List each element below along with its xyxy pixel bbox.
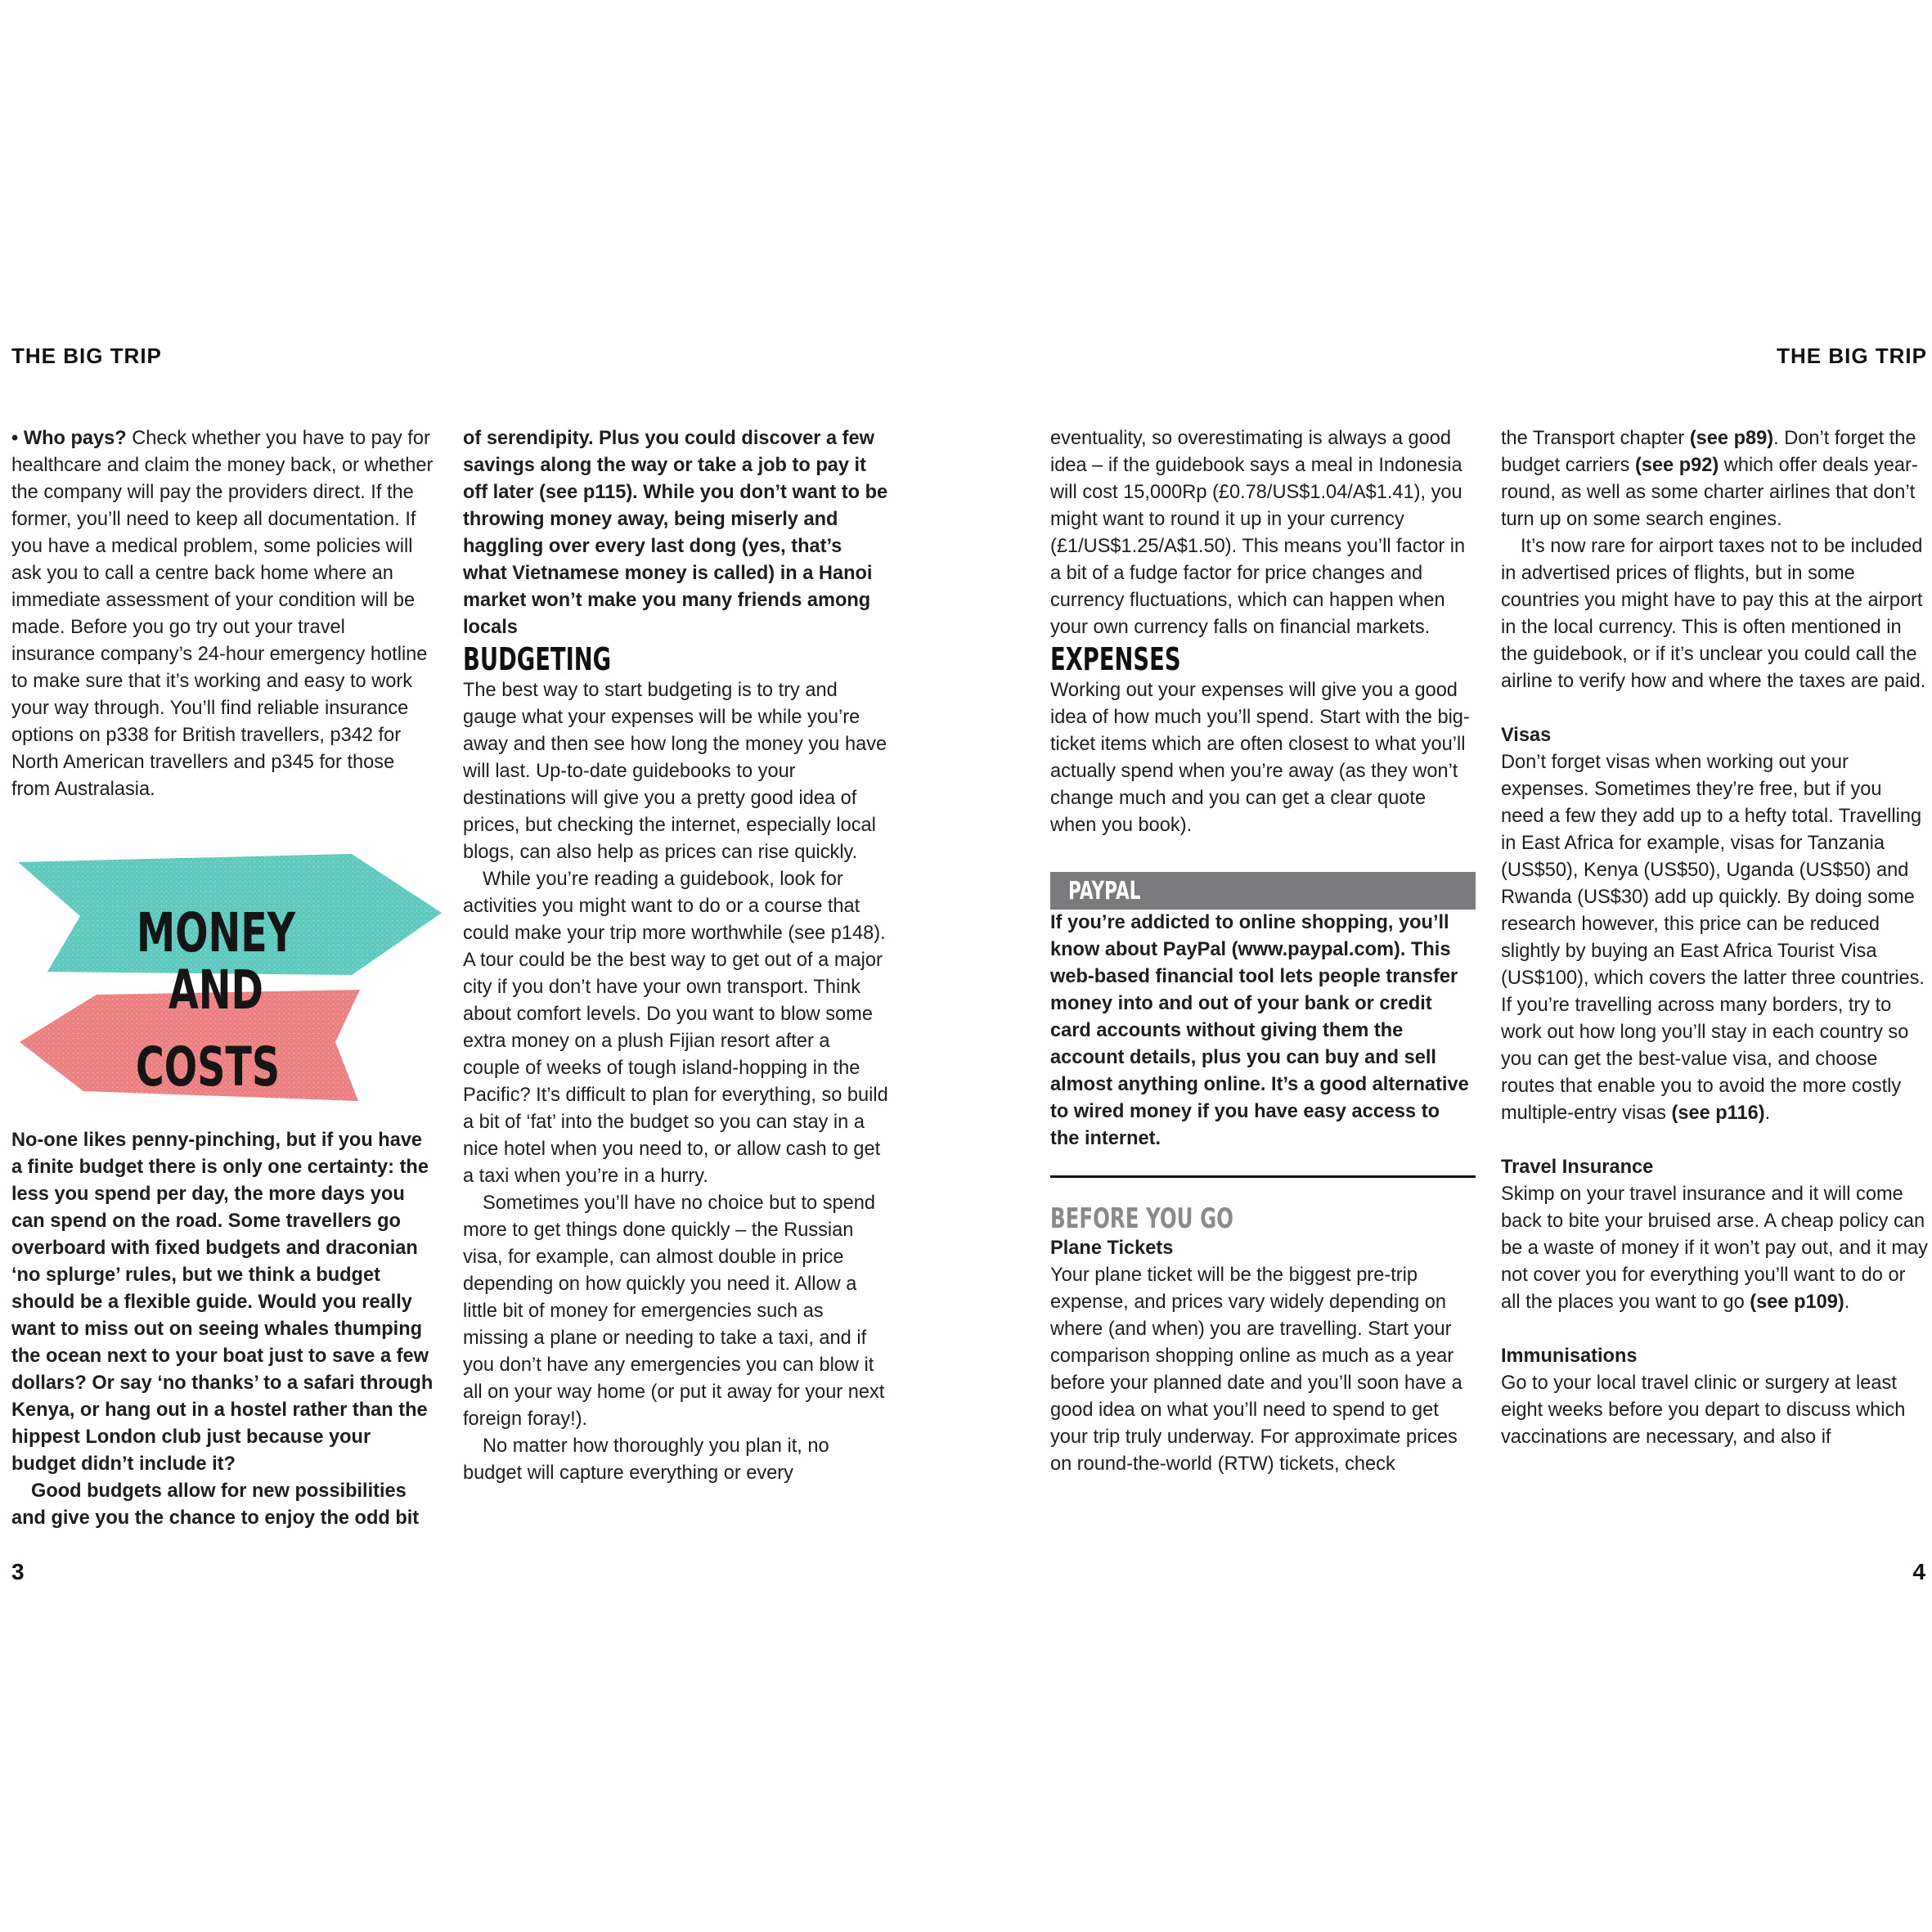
visas-text: Don’t forget visas when working out your expenses. Sometimes they’re free, but if you need a few they add up to a hefty total. Travelling in East Africa for example, visas for Tanzania (US$50), Kenya (US$50), Uganda (US$50) and Rwanda (US$30) add up quickly. By doing some research however, this price can be reduced slightly by buying an East Africa Tourist Visa (US$100), which covers the latter three countries. If you’re travelling across many borders, try to work out how long you’ll stay in each country so you can get the best-value visa, and choose routes that enable you to avoid the more costly multiple-entry visas	[1501, 752, 1925, 1124]
budgeting-paragraph-3: Sometimes you’ll have no choice but to spend more to get things done quickly – the Russian visa, for example, can almost double in price depending on how quickly you need it. Allow a little bit of money for emergencies such as missing a plane or needing to take a taxi, and if you don’t have any emergencies you can blow it all on your way home (or put it away for your next foreign foray!).	[463, 1193, 885, 1430]
immunisations-body: Go to your local travel clinic or surgery at least eight weeks before you depart to discuss which vaccinations are necessary, and also if	[1501, 1373, 1906, 1448]
cross-reference-p92: (see p92)	[1634, 455, 1719, 476]
cross-reference-p116: (see p116)	[1671, 1103, 1765, 1124]
paypal-heading: PAYPAL	[1068, 876, 1141, 905]
travel-insurance-heading: Travel Insurance	[1501, 1157, 1654, 1178]
transport-text-b: . Don’t forget the budget carriers	[1501, 428, 1916, 476]
transport-paragraph	[1501, 425, 1928, 533]
column-3	[1050, 425, 1476, 1478]
budgeting-paragraph-5: eventuality, so overestimating is always a good idea – if the guidebook says a meal in Indonesia will cost 15,000Rp (£0.78/US$1.04/A$1.41), you might want to round it up in your currency (£1/US$1.25/A$1.50). This means you’ll factor in a bit of a fudge factor for price changes and currency fluctuations, which can happen when your own currency falls on financial markets.	[1050, 428, 1466, 638]
plane-tickets-body: Your plane ticket will be the biggest pre-trip expense, and prices vary widely depending on where (and when) you are travelling. Start your comparison shopping online as much as a year before your planned date and you’ll soon have a good idea on what you’ll need to spend to get your trip truly underway. For approximate prices on round-the-world (RTW) tickets, check	[1050, 1265, 1462, 1475]
budgeting-paragraph-2: While you’re reading a guidebook, look for activities you might want to do or a course that could make your trip more worthwhile (see p148). A tour could be the best way to get out of a major city if you don’t have your own transport. Think about comfort levels. Do you want to blow some extra money on a plush Fijian resort after a couple of weeks of tough island-hopping in the Pacific? It’s difficult to plan for everything, so build a bit of ‘fat’ into the budget so you can stay in a nice hotel when you need to, or allow cash to get a taxi when you’re in a hurry.	[463, 869, 888, 1187]
transport-text-a: the Transport chapter	[1501, 428, 1690, 449]
banner-title-line2: COSTS	[135, 1036, 281, 1099]
transport-text-c: which offer deals year-round, as well as some charter airlines that don’t turn up on some search engines.	[1501, 455, 1918, 530]
budgeting-paragraph-4: No matter how thoroughly you plan it, no budget will capture everything or every	[463, 1436, 829, 1484]
paypal-sidebar	[1050, 872, 1476, 1178]
visas-body	[1501, 749, 1928, 1127]
intro-paragraph: No-one likes penny-pinching, but if you have a finite budget there is only one certainty: the less you spend per day, the more days you can spend on the road. Some travellers go overboard with fixed budgets and draconian ‘no splurge’ rules, but we think a budget should be a flexible guide. Would you really want to miss out on seeing whales thumping the ocean next to your boat just to save a few dollars? Or say ‘no thanks’ to a safari through Kenya, or hang out in a hostel rather than the hippest London club just because your budget didn’t include it?	[11, 1130, 434, 1475]
insurance-text: Skimp on your travel insurance and it will come back to bite your bruised arse. A cheap policy can be a waste of money if it won’t pay out, and it may not cover you for everything you’ll want to do or all the places you want to go	[1501, 1184, 1928, 1313]
chapter-banner	[11, 846, 434, 1106]
cross-reference-p109: (see p109)	[1750, 1292, 1844, 1313]
expenses-heading: EXPENSES	[1050, 641, 1181, 677]
cross-reference-p89: (see p89)	[1689, 428, 1774, 449]
who-pays-text: Check whether you have to pay for healthcare and claim the money back, or whether the company will pay the providers direct. If the former, you’ll need to keep all documentation. If you have a medical problem, some policies will ask you to call a centre back home where an immediate assessment of your condition will be made. Before you go try out your travel insurance company’s 24-hour emergency hotline to make sure that it’s working and easy to work your way through. You’ll find reliable insurance options on p338 for British travellers, p342 for North American travellers and p345 for those from Australasia.	[11, 428, 434, 800]
column-4	[1501, 425, 1928, 1451]
who-pays-paragraph	[11, 425, 434, 803]
before-you-go-heading: BEFORE YOU GO	[1050, 1202, 1233, 1235]
page-number-right: 4	[1912, 1559, 1925, 1584]
paypal-heading-bar	[1050, 872, 1476, 910]
page-number-left: 3	[11, 1559, 25, 1584]
banner-title-line1: MONEY AND	[136, 901, 296, 1022]
plane-tickets-heading: Plane Tickets	[1050, 1238, 1174, 1259]
immunisations-heading: Immunisations	[1501, 1346, 1638, 1367]
visas-text-end: .	[1764, 1103, 1771, 1124]
airport-taxes-paragraph: It’s now rare for airport taxes not to be included in advertised prices of flights, but in some countries you might have to pay this at the airport in the local currency. This is often mentioned in the guidebook, or if it’s unclear you could call the airline to verify how and where the taxes are paid.	[1501, 536, 1926, 692]
intro-continuation: of serendipity. Plus you could discover a few savings along the way or take a job to pay it off later (see p115). While you don’t want to be throwing money away, being miserly and haggling over every last dong (yes, that’s what Vietnamese money is called) in a Hanoi market won’t make you many friends among locals	[463, 428, 888, 638]
sidebar-divider	[1050, 1175, 1476, 1178]
column-2	[463, 425, 888, 1487]
running-head-left: THE BIG TRIP	[11, 344, 162, 368]
who-pays-label: • Who pays?	[11, 428, 127, 449]
visas-heading: Visas	[1501, 725, 1552, 746]
travel-insurance-body	[1501, 1181, 1928, 1316]
insurance-text-end: .	[1844, 1292, 1850, 1313]
intro-paragraph-2: Good budgets allow for new possibilities and give you the chance to enjoy the odd bit	[11, 1480, 420, 1529]
expenses-paragraph: Working out your expenses will give you a good idea of how much you’ll spend. Start with the big-ticket items which are often closest to what you’ll actually spend when you’re away (as they won’t change much and you can get a clear quote when you book).	[1050, 680, 1470, 836]
budgeting-paragraph-1: The best way to start budgeting is to try and gauge what your expenses will be while you’re away and then see how long the money you have will last. Up-to-date guidebooks to your destinations will give you a pretty good idea of prices, but checking the internet, especially local blogs, can also help as prices can rise quickly.	[463, 680, 887, 863]
running-head-right: THE BIG TRIP	[1777, 344, 1927, 368]
column-1	[11, 425, 434, 1532]
budgeting-heading: BUDGETING	[463, 641, 612, 677]
paypal-body: If you’re addicted to online shopping, you’ll know about PayPal (www.paypal.com). This web-based financial tool lets people transfer money into and out of your bank or credit card accounts without giving them the account details, plus you can buy and sell almost anything online. It’s a good alternative to wired money if you have easy access to the internet.	[1050, 912, 1469, 1149]
